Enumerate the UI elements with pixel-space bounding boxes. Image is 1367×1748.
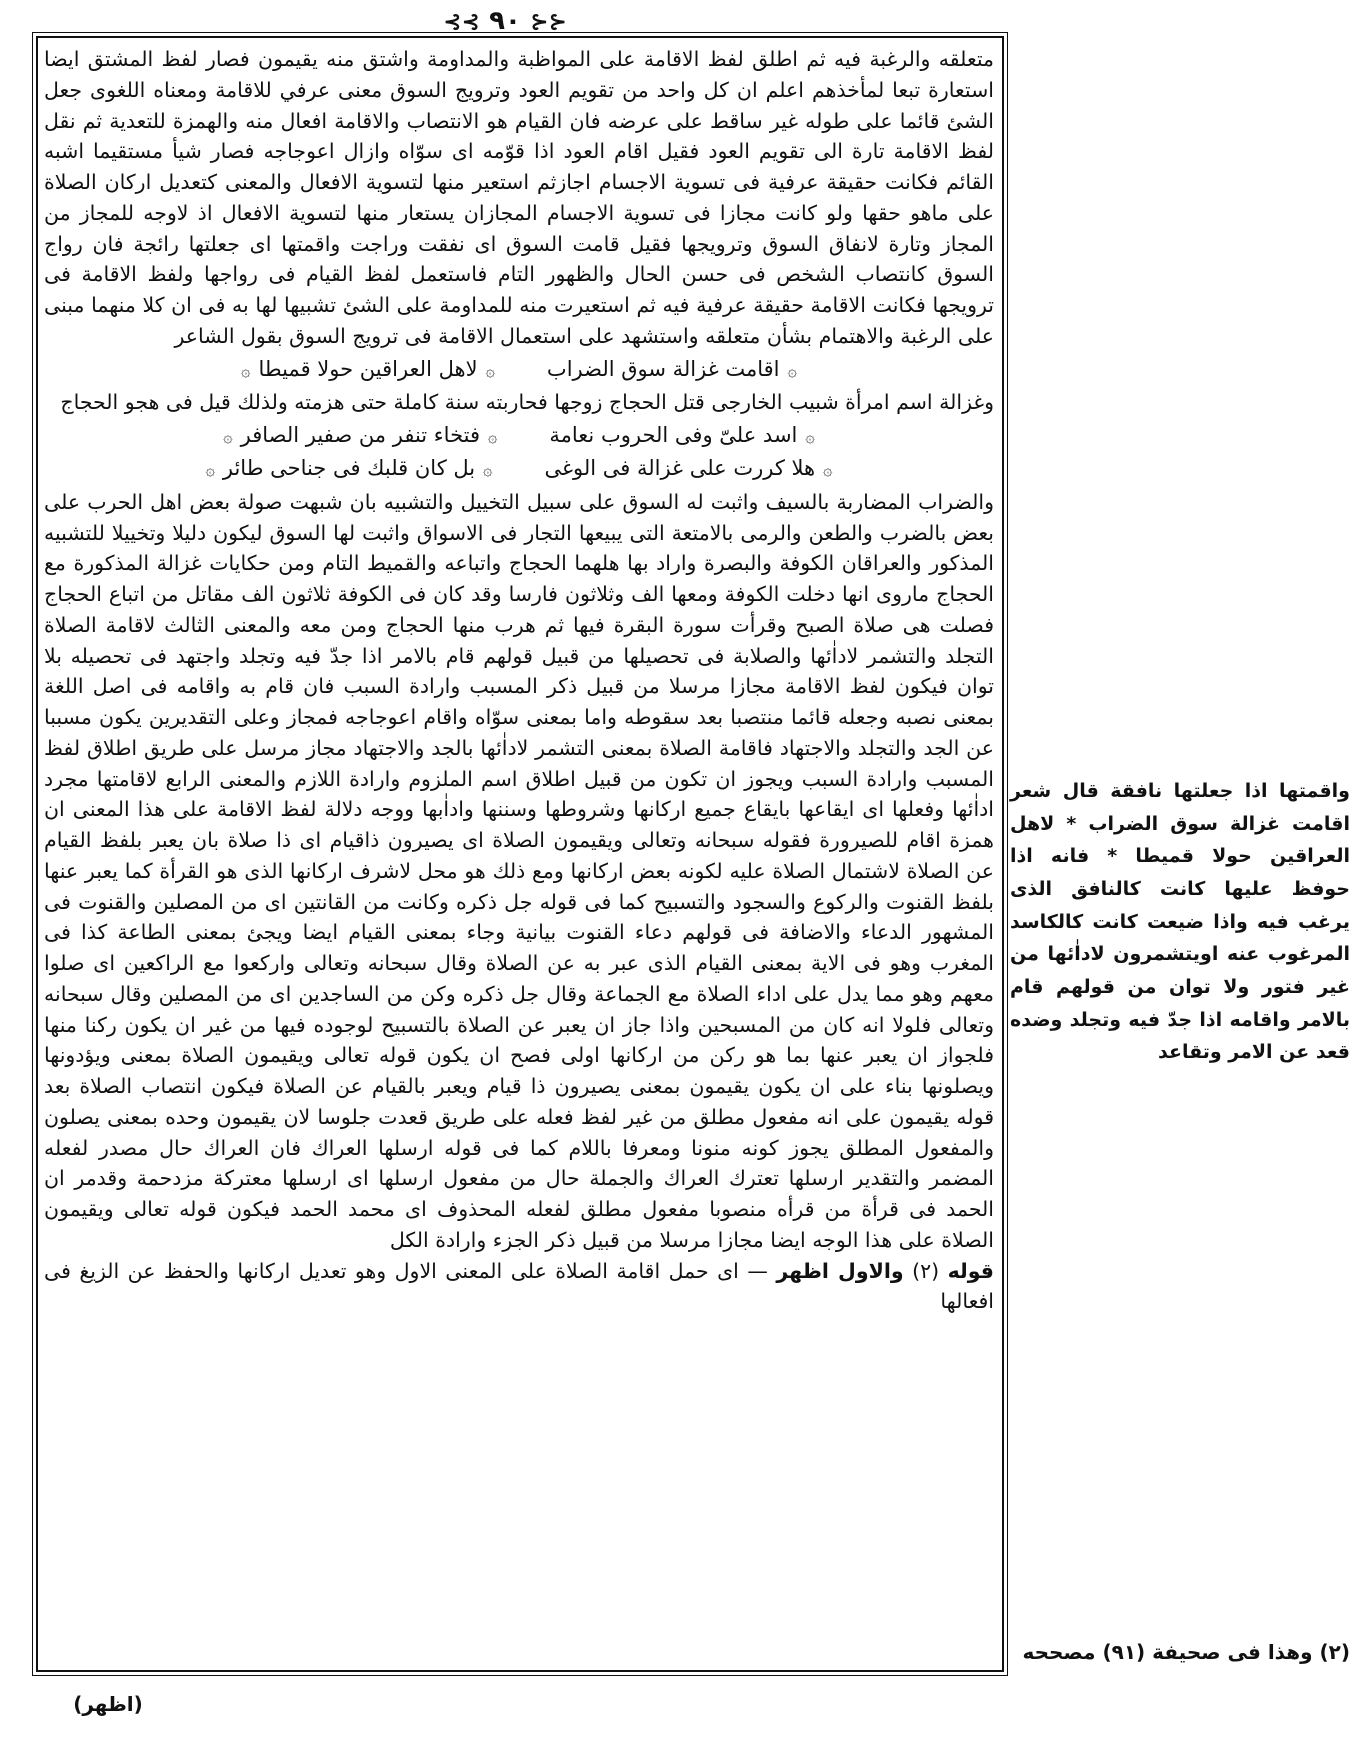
last-line: قوله (٢) والاول اظهر — اى حمل اقامة الصلاة على المعنى الاول وهو تعديل اركانها والحفظ عن الزيغ فى افعالها bbox=[44, 1258, 994, 1314]
verse-1-hemistich-right: ۞اقامت غزالة سوق الضراب bbox=[546, 356, 797, 381]
verse-2-hemistich-left: ۞فتخاء تنفر من صفير الصافر۞ bbox=[223, 422, 498, 447]
star-icon: ۞ bbox=[823, 460, 833, 480]
verse-1-hemistich-left: ۞لاهل العراقين حولا قميطا۞ bbox=[241, 356, 495, 381]
main-text-body bbox=[44, 44, 994, 1664]
catchword: (اظهر) bbox=[73, 1692, 143, 1716]
star-icon: ۞ bbox=[205, 460, 215, 480]
margin-note: واقمتها اذا جعلتها نافقة قال شعر اقامت غزالة سوق الضراب * لاهل العراقين حولا قميطا * فانه اذا حوفظ عليها كانت كالنافق الذى يرغب فيه واذا ضيعت كانت كالكاسد المرغوب عنه اويتشمرون لاداٰئها من غير فتور ولا توان من قولهم قام بالامر واقامه اذا جدّ فيه وتجلد وضده قعد عن الامر وتقاعد bbox=[1010, 780, 1350, 1064]
verse-3 bbox=[44, 453, 994, 485]
middle-paragraph: وغزالة اسم امرأة شبيب الخارجى قتل الحجاج زوجها فحاربته سنة كاملة حتى هزمته ولذلك قيل فى هجو الحجاج bbox=[60, 390, 994, 414]
star-icon: ۞ bbox=[787, 360, 797, 380]
page-number-ornament-right: ⊱⊱ bbox=[529, 10, 567, 35]
page-number bbox=[430, 6, 580, 36]
footnote: (٢) وهذا فى صحيفة (٩١) مصححه bbox=[1022, 1640, 1350, 1664]
verse-1 bbox=[44, 354, 994, 386]
star-icon: ۞ bbox=[241, 360, 251, 380]
star-icon: ۞ bbox=[805, 426, 815, 446]
page-number-ornament-left: ⊰⊰ bbox=[443, 10, 481, 35]
last-line-marker: قوله bbox=[947, 1258, 994, 1283]
verse-3-hemistich-right: ۞هلا كررت على غزالة فى الوغى bbox=[544, 456, 833, 481]
lower-paragraph: والضراب المضاربة بالسيف واثبت له السوق على سبيل التخييل والتشبيه بان شبهت صولة بعض اهل الحرب على بعض بالضرب والطعن والرمى بالامتعة التى يبيعها التجار فى الاسواق واثبت لها السوق ليكون دليلا وتخييلا للتشبيه المذكور والعراقان الكوفة والبصرة واراد بها هلهما الحجاج واتباعه والقميط التام ومن حكايات غزالة المذكورة مع الحجاج ماروى انها دخلت الكوفة ومعها الف وثلاثون فارسا وقد كان فى الكوفة ثلاثون الف مقاتل من اتباع الحجاج فصلت هى صلاة الصبح وقرأت سورة البقرة فيها ثم هرب منها الحجاج ومن معه والمعنى الثالث لاقامة الصلاة التجلد والتشمر لاداٰئها والصلابة فى تحصيلها من قبيل قولهم قام بالامر اذا جدّ فيه وتجلد واجتهد فى تحصيله بلا توان فيكون لفظ الاقامة مجازا مرسلا من قبيل ذكر المسبب وارادة السبب فان قام به واقامه فى اصل اللغة بمعنى نصبه وجعله قائما منتصبا بعد سقوطه واما بمعنى سوّاه واقام اعوجاجه فمجاز وعلى التقديرين يكون مسببا عن الجد والتجلد والاجتهاد فاقامة الصلاة بمعنى التشمر لاداٰئها بالجد والاجتهاد مجاز مرسل على طريق اطلاق لفظ المسبب وارادة السبب ويجوز ان تكون من قبيل اطلاق اسم الملزوم وارادة اللازم والمعنى الرابع لاقامتها مجرد اداٰئها وفعلها اى ايقاعها بايقاع جميع اركانها وشروطها وسننها واداٰبها ووجه دلالة لفظ الاقامة على هذا المعنى ان همزة اقام للصيرورة فقوله سبحانه وتعالى ويقيمون الصلاة اى يصيرون ذاقيام اى ذا صلاة بان يعبر بلفظ القيام عن الصلاة لاشتمال الصلاة عليه لكونه بعض اركانها ومع ذلك هو محل لاشرف اركانها الذى هو القرأة كما يعبر عنها بلفظ القنوت والركوع والسجود والتسبيح كما فى قوله جل ذكره وكانت من القانتين اى من المصلين والقنوت فى المشهور الدعاء والاضافة فى قولهم دعاء القنوت بيانية وجاء بمعنى القيام ايضا ويجئ بمعنى الطاعة كذا فى المغرب وهو فى الاية بمعنى القيام الذى عبر به عن الصلاة وقال سبحانه وتعالى واركعوا مع الراكعين اى صلوا معهم وهو مما يدل على اداء الصلاة مع الجماعة وقال جل ذكره وكن من الساجدين اى من المصلين وقال سبحانه وتعالى فلولا انه كان من المسبحين واذا جاز ان يعبر عن الصلاة بالتسبيح لوجوده فيها من غير ان يكون ركنا منها فلجواز ان يعبر عنها بما هو ركن من اركانها اولى فصح ان يكون قوله تعالى ويقيمون الصلاة بمعنى ويؤدونها ويصلونها بناء على ان يكون يقيمون بمعنى يصيرون ذا قيام ويعبر بالقيام عن الصلاة فيكون انتصاب الصلاة بعد قوله يقيمون على انه مفعول مطلق من غير لفظ فعله على طريق قعدت جلوسا لان يقيمون وحده بمعنى يصلون والمفعول المطلق يجوز كونه منونا ومعرفا باللام كما فى قوله ارسلها العراك فان العراك حال مصدر لفعله المضمر والتقدير ارسلها تعترك العراك والجملة حال من مفعول ارسلها اى ارسلها معتركة مزدحمة وقدمر ان الحمد فى قرأة من قرأه منصوبا مفعول مطلق لفعله المحذوف اى محمد الحمد فيكون قوله تعالى ويقيمون الصلاة على هذا الوجه ايضا مجازا مرسلا من قبيل ذكر الجزء وارادة الكل bbox=[44, 489, 994, 1252]
star-icon: ۞ bbox=[488, 426, 498, 446]
last-line-text: اى حمل اقامة الصلاة على المعنى الاول وهو تعديل اركانها والحفظ عن الزيغ فى افعالها bbox=[44, 1258, 994, 1314]
main-paragraph-1: متعلقه والرغبة فيه ثم اطلق لفظ الاقامة على المواظبة والمداومة واشتق منه يقيمون فصار لفظ المشتق ايضا استعارة تبعا لمأخذهم اعلم ان كل واحد من تقويم العود وترويج السوق معنى عرفي للاقامة ومعناه اللغوى جعل الشئ قائما على طوله غير ساقط على عرضه فان القيام هو الانتصاب والاقامة افعال منه والهمزة للتعدية ثم نقل لفظ الاقامة تارة الى تقويم العود فقيل اقام العود اذا قوّمه اى سوّاه وازال اعوجاجه فصار شيأ مستقيما اشبه القائم فكانت حقيقة عرفية فى تسوية الاجسام اجازثم استعير منها لتسوية الافعال والمعنى كتعديل اركان الصلاة على ماهو حقها ولو كانت مجازا فى تسوية الاجسام المجازان يستعار منها لتسوية الافعال اذ لاوجه للمجاز من المجاز وتارة لانفاق السوق وترويجها فقيل قامت السوق اى نفقت وراجت واقمتها اى جعلتها رائجة فان رواج السوق كانتصاب الشخص فى حسن الحال والظهور التام فاستعمل لفظ القيام فى رواجها ولفظ الاقامة فى ترويجها فكانت الاقامة حقيقة عرفية فيه ثم استعيرت منه للمداومة على الشئ تشبيها لها به فى ان كلا منهما مبنى على الرغبة والاهتمام بشأن متعلقه واستشهد على استعمال الاقامة فى ترويج السوق بقول الشاعر bbox=[44, 47, 994, 348]
star-icon: ۞ bbox=[223, 426, 233, 446]
verse-3-hemistich-left: ۞بل كان قلبك فى جناحى طائر۞ bbox=[205, 456, 493, 481]
page-number-value: ٩٠ bbox=[489, 6, 521, 36]
verse-2-hemistich-right: ۞اسد علىّ وفى الحروب نعامة bbox=[549, 422, 815, 447]
last-line-lemma: والاول اظهر bbox=[776, 1258, 904, 1283]
star-icon: ۞ bbox=[485, 360, 495, 380]
footnote-ref: (٢) bbox=[912, 1258, 940, 1283]
star-icon: ۞ bbox=[483, 460, 493, 480]
verse-2 bbox=[44, 420, 994, 452]
